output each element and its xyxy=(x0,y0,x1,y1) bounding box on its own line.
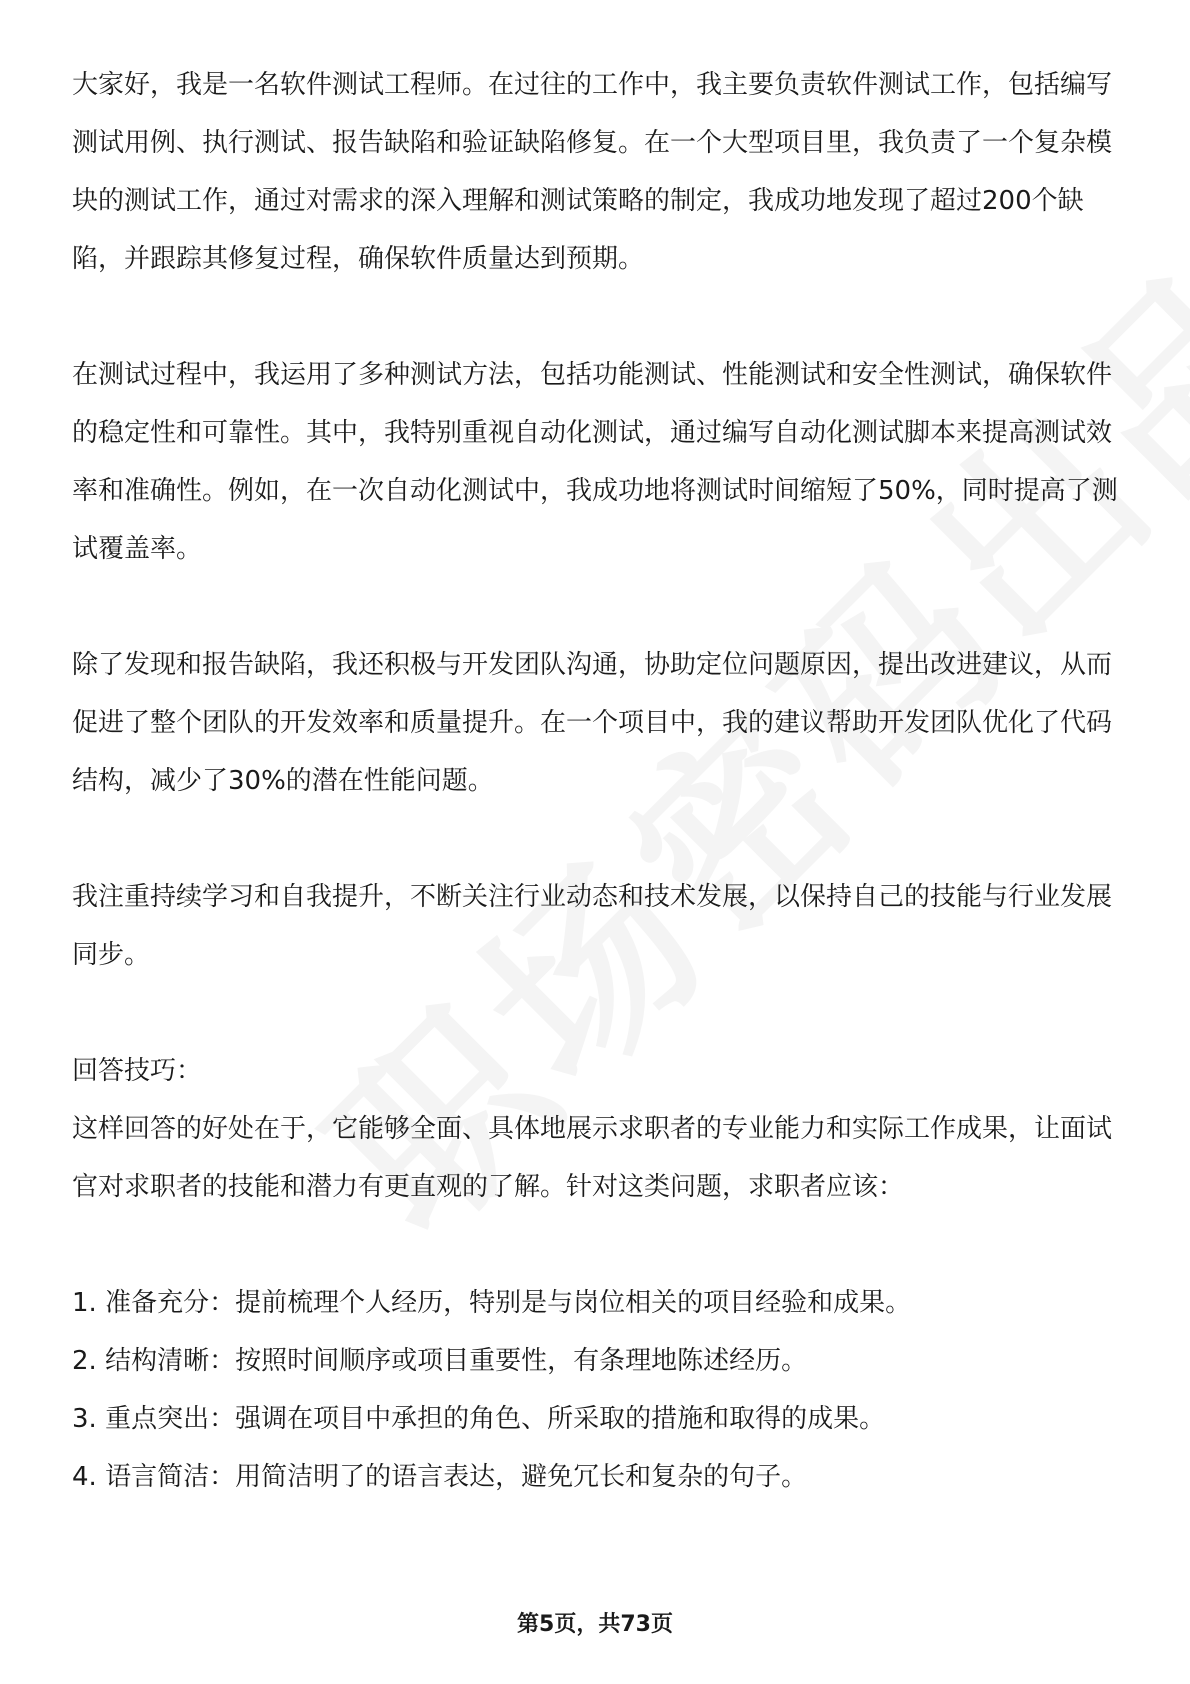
document-body xyxy=(72,56,1122,1506)
tips-list-item: 1. 准备充分：提前梳理个人经历，特别是与岗位相关的项目经验和成果。 xyxy=(72,1288,912,1318)
paragraph-gap xyxy=(72,984,1122,1042)
tips-intro: 这样回答的好处在于，它能够全面、具体地展示求职者的专业能力和实际工作成果，让面试官对求职者的技能和潜力有更直观的了解。针对这类问题，求职者应该： xyxy=(72,1114,1113,1202)
paragraph-collaboration: 除了发现和报告缺陷，我还积极与开发团队沟通，协助定位问题原因，提出改进建议，从而促进了整个团队的开发效率和质量提升。在一个项目中，我的建议帮助开发团队优化了代码结构，减少了30%的潜在性能问题。 xyxy=(72,650,1113,796)
page-number: 第5页，共73页 xyxy=(517,1612,673,1637)
paragraph-test-methods: 在测试过程中，我运用了多种测试方法，包括功能测试、性能测试和安全性测试，确保软件的稳定性和可靠性。其中，我特别重视自动化测试，通过编写自动化测试脚本来提高测试效率和准确性。例如，在一次自动化测试中，我成功地将测试时间缩短了50%，同时提高了测试覆盖率。 xyxy=(72,360,1118,564)
tips-list-item: 4. 语言简洁：用简洁明了的语言表达，避免冗长和复杂的句子。 xyxy=(72,1462,808,1492)
paragraph-learning: 我注重持续学习和自我提升，不断关注行业动态和技术发展，以保持自己的技能与行业发展同步。 xyxy=(72,882,1113,970)
tips-heading: 回答技巧： xyxy=(72,1056,203,1086)
tips-list xyxy=(72,1274,1122,1506)
paragraph-gap xyxy=(72,1216,1122,1274)
paragraph-intro: 大家好，我是一名软件测试工程师。在过往的工作中，我主要负责软件测试工作，包括编写测试用例、执行测试、报告缺陷和验证缺陷修复。在一个大型项目里，我负责了一个复杂模块的测试工作，通过对需求的深入理解和测试策略的制定，我成功地发现了超过200个缺陷，并跟踪其修复过程，确保软件质量达到预期。 xyxy=(72,70,1113,274)
tips-list-item: 3. 重点突出：强调在项目中承担的角色、所采取的措施和取得的成果。 xyxy=(72,1404,886,1434)
paragraph-gap xyxy=(72,578,1122,636)
paragraph-gap xyxy=(72,288,1122,346)
paragraph-gap xyxy=(72,810,1122,868)
tips-list-item: 2. 结构清晰：按照时间顺序或项目重要性，有条理地陈述经历。 xyxy=(72,1346,808,1376)
